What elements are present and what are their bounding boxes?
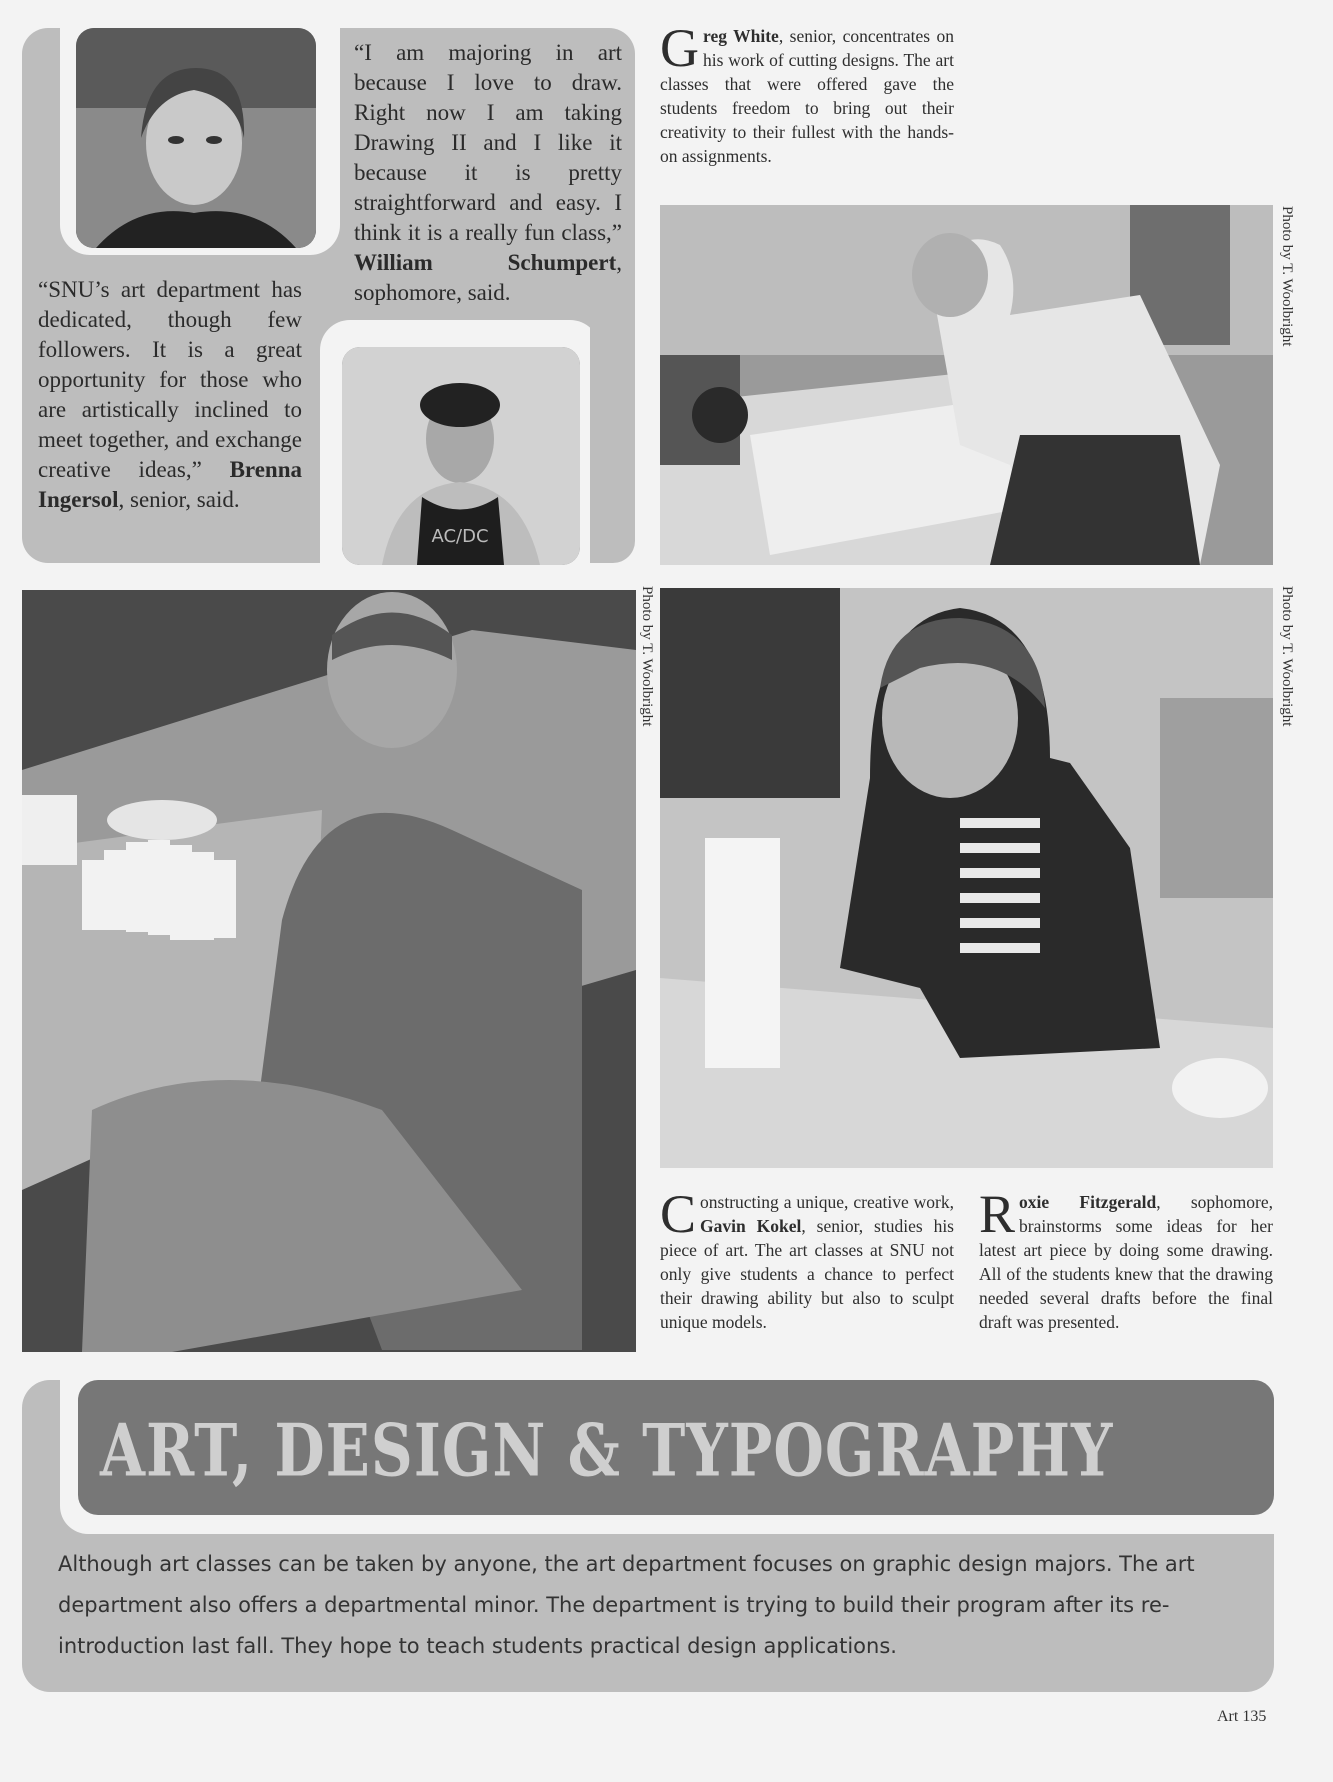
credit-gavin: Photo by T. Woolbright [639,586,655,727]
svg-text:AC/DC: AC/DC [431,526,489,547]
photo-greg [660,205,1273,565]
quote-brenna-suffix: , senior, said. [118,487,240,512]
section-title: ART, DESIGN & TYPOGRAPHY [100,1408,1114,1493]
quote-william-text: “I am majoring in art because I love to draw. Right now I am taking Drawing II and I like it because it is pretty straightforward and easy. I think it is a really fun class,” [354,40,622,245]
quote-william-name: William Schumpert [354,250,617,275]
quote-brenna [38,275,302,515]
quote-brenna-name: Brenna Ingersol [38,457,302,512]
credit-greg: Photo by T. Woolbright [1279,206,1295,347]
dropcap-gavin: C [660,1184,697,1244]
portrait-brenna [76,28,316,248]
photo-roxie [660,588,1273,1168]
dropcap-greg: G [660,18,699,78]
caption-roxie-name: oxie Fitzgerald [1019,1192,1157,1212]
caption-gavin [660,1184,954,1334]
section-intro [58,1544,1248,1667]
section-intro-text: Although art classes can be taken by anyone, the art department focuses on graphic design majors. The art department also offers a departmental minor. The department is trying to build their program after its re-introduction last fall. They hope to teach students practical design applications. [58,1552,1195,1658]
caption-gavin-lead: onstructing a unique, creative work, [700,1192,954,1212]
caption-gavin-name: Gavin Kokel [700,1216,802,1236]
quote-brenna-text: “SNU’s art department has dedicated, though few followers. It is a great opportunity for those who are artistically inclined to meet together, and exchange creative ideas,” [38,277,302,482]
caption-greg-name: reg White [703,26,779,46]
caption-roxie [979,1184,1273,1334]
caption-roxie-text: , sophomore, brainstorms some ideas for her latest art piece by doing some drawing. All of the students knew that the drawing needed several drafts before the final draft was presented. [979,1192,1273,1332]
photo-gavin [22,590,636,1352]
portrait-william [342,347,580,565]
panel-bottom-right-tab [590,320,635,563]
credit-roxie: Photo by T. Woolbright [1279,586,1295,727]
dropcap-roxie: R [979,1184,1016,1244]
page-folio: Art 135 [1217,1708,1267,1725]
section-title-bar [78,1380,1274,1515]
caption-gavin-text: , senior, studies his piece of art. The art classes at SNU not only give students a chance to perfect their drawing ability but also to sculpt unique models. [660,1216,954,1332]
quote-william [354,38,622,308]
quote-william-suffix: , sophomore, said. [354,250,622,305]
caption-greg [660,18,955,168]
caption-greg-text: , senior, concentrates on his work of cutting designs. The art classes that were offered gave the students freedom to bring out their creativity to their fullest with the hands-on assignments. [660,26,955,166]
